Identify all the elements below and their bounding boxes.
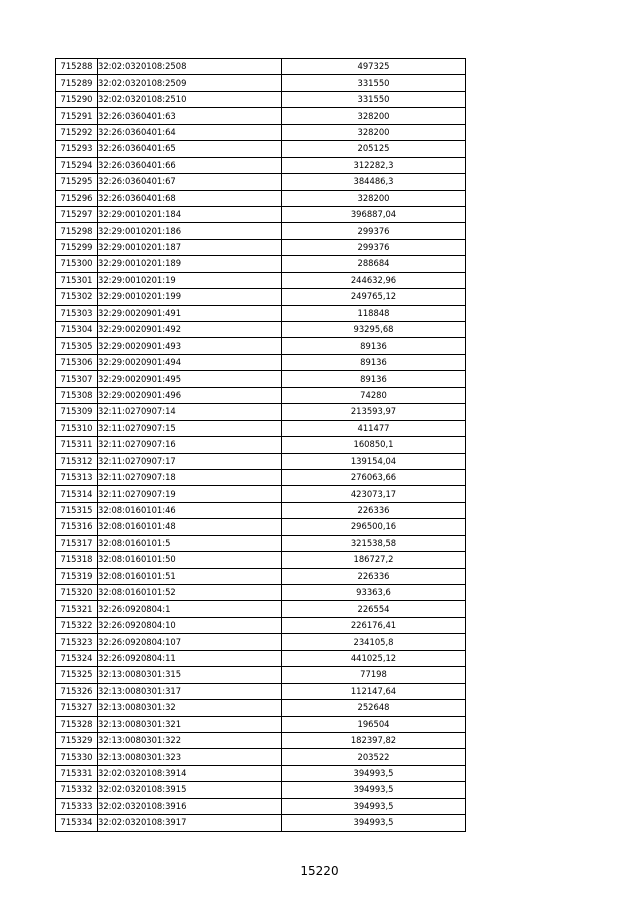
row-id-cell: 715314 (56, 486, 98, 502)
value-cell: 394993,5 (282, 765, 466, 781)
table-row (56, 371, 466, 387)
cadastral-number-cell: 32:26:0920804:10 (98, 617, 282, 633)
page-number: 15220 (300, 864, 339, 878)
table-row (56, 157, 466, 173)
row-id-cell: 715332 (56, 782, 98, 798)
value-cell: 497325 (282, 59, 466, 75)
table-row (56, 190, 466, 206)
table-row (56, 420, 466, 436)
value-cell: 226336 (282, 568, 466, 584)
table-row (56, 124, 466, 140)
row-id-cell: 715310 (56, 420, 98, 436)
cadastral-number-cell: 32:29:0020901:493 (98, 338, 282, 354)
cadastral-number-cell: 32:29:0010201:199 (98, 289, 282, 305)
row-id-cell: 715312 (56, 453, 98, 469)
row-id-cell: 715303 (56, 305, 98, 321)
value-cell: 118848 (282, 305, 466, 321)
value-cell: 296500,16 (282, 519, 466, 535)
cadastral-number-cell: 32:02:0320108:2508 (98, 59, 282, 75)
cadastral-number-cell: 32:13:0080301:315 (98, 667, 282, 683)
cadastral-number-cell: 32:26:0920804:1 (98, 601, 282, 617)
row-id-cell: 715306 (56, 354, 98, 370)
value-cell: 226176,41 (282, 617, 466, 633)
cadastral-number-cell: 32:29:0020901:496 (98, 387, 282, 403)
cadastral-number-cell: 32:13:0080301:32 (98, 700, 282, 716)
row-id-cell: 715315 (56, 502, 98, 518)
row-id-cell: 715302 (56, 289, 98, 305)
cadastral-number-cell: 32:29:0020901:494 (98, 354, 282, 370)
value-cell: 203522 (282, 749, 466, 765)
value-cell: 196504 (282, 716, 466, 732)
row-id-cell: 715320 (56, 585, 98, 601)
cadastral-number-cell: 32:29:0020901:491 (98, 305, 282, 321)
cadastral-number-cell: 32:02:0320108:2509 (98, 75, 282, 91)
cadastral-number-cell: 32:29:0010201:19 (98, 272, 282, 288)
value-cell: 205125 (282, 141, 466, 157)
row-id-cell: 715329 (56, 732, 98, 748)
table-row (56, 322, 466, 338)
row-id-cell: 715289 (56, 75, 98, 91)
cadastral-number-cell: 32:02:0320108:3916 (98, 798, 282, 814)
cadastral-number-cell: 32:11:0270907:17 (98, 453, 282, 469)
row-id-cell: 715296 (56, 190, 98, 206)
cadastral-number-cell: 32:11:0270907:14 (98, 404, 282, 420)
value-cell: 77198 (282, 667, 466, 683)
cadastral-number-cell: 32:02:0320108:3917 (98, 815, 282, 831)
cadastral-number-cell: 32:02:0320108:2510 (98, 91, 282, 107)
value-cell: 249765,12 (282, 289, 466, 305)
table-row (56, 387, 466, 403)
row-id-cell: 715293 (56, 141, 98, 157)
row-id-cell: 715292 (56, 124, 98, 140)
row-id-cell: 715290 (56, 91, 98, 107)
row-id-cell: 715326 (56, 683, 98, 699)
table-row (56, 469, 466, 485)
cadastral-number-cell: 32:13:0080301:317 (98, 683, 282, 699)
row-id-cell: 715319 (56, 568, 98, 584)
row-id-cell: 715300 (56, 256, 98, 272)
table-row (56, 815, 466, 831)
value-cell: 312282,3 (282, 157, 466, 173)
table-row (56, 749, 466, 765)
row-id-cell: 715317 (56, 535, 98, 551)
cadastral-number-cell: 32:02:0320108:3915 (98, 782, 282, 798)
table-row (56, 91, 466, 107)
table-row (56, 782, 466, 798)
value-cell: 112147,64 (282, 683, 466, 699)
table-row (56, 486, 466, 502)
cadastral-number-cell: 32:11:0270907:18 (98, 469, 282, 485)
value-cell: 423073,17 (282, 486, 466, 502)
value-cell: 252648 (282, 700, 466, 716)
value-cell: 299376 (282, 239, 466, 255)
value-cell: 89136 (282, 338, 466, 354)
cadastral-number-cell: 32:29:0010201:184 (98, 206, 282, 222)
value-cell: 234105,8 (282, 634, 466, 650)
value-cell: 411477 (282, 420, 466, 436)
cadastral-number-cell: 32:08:0160101:48 (98, 519, 282, 535)
row-id-cell: 715325 (56, 667, 98, 683)
value-cell: 441025,12 (282, 650, 466, 666)
cadastral-number-cell: 32:13:0080301:321 (98, 716, 282, 732)
cadastral-number-cell: 32:29:0010201:186 (98, 223, 282, 239)
cadastral-number-cell: 32:29:0020901:495 (98, 371, 282, 387)
table-row (56, 535, 466, 551)
table-row (56, 206, 466, 222)
table-row (56, 239, 466, 255)
row-id-cell: 715297 (56, 206, 98, 222)
cadastral-number-cell: 32:26:0360401:64 (98, 124, 282, 140)
row-id-cell: 715322 (56, 617, 98, 633)
value-cell: 226336 (282, 502, 466, 518)
cadastral-number-cell: 32:29:0020901:492 (98, 322, 282, 338)
cadastral-number-cell: 32:11:0270907:15 (98, 420, 282, 436)
value-cell: 74280 (282, 387, 466, 403)
value-cell: 328200 (282, 124, 466, 140)
table-row (56, 716, 466, 732)
table-row (56, 568, 466, 584)
value-cell: 394993,5 (282, 815, 466, 831)
cadastral-number-cell: 32:29:0010201:187 (98, 239, 282, 255)
row-id-cell: 715327 (56, 700, 98, 716)
cadastral-number-cell: 32:26:0360401:63 (98, 108, 282, 124)
value-cell: 384486,3 (282, 174, 466, 190)
table-row (56, 617, 466, 633)
value-cell: 89136 (282, 354, 466, 370)
value-cell: 394993,5 (282, 782, 466, 798)
row-id-cell: 715301 (56, 272, 98, 288)
row-id-cell: 715311 (56, 437, 98, 453)
cadastral-number-cell: 32:08:0160101:52 (98, 585, 282, 601)
table-row (56, 338, 466, 354)
cadastral-number-cell: 32:02:0320108:3914 (98, 765, 282, 781)
value-cell: 226554 (282, 601, 466, 617)
row-id-cell: 715288 (56, 59, 98, 75)
cadastral-number-cell: 32:11:0270907:16 (98, 437, 282, 453)
row-id-cell: 715308 (56, 387, 98, 403)
value-cell: 331550 (282, 75, 466, 91)
table-row (56, 59, 466, 75)
row-id-cell: 715333 (56, 798, 98, 814)
cadastral-number-cell: 32:08:0160101:51 (98, 568, 282, 584)
cadastral-number-cell: 32:26:0360401:68 (98, 190, 282, 206)
cadastral-number-cell: 32:11:0270907:19 (98, 486, 282, 502)
table-row (56, 700, 466, 716)
row-id-cell: 715323 (56, 634, 98, 650)
cadastral-number-cell: 32:26:0360401:66 (98, 157, 282, 173)
value-cell: 160850,1 (282, 437, 466, 453)
table-row (56, 272, 466, 288)
row-id-cell: 715298 (56, 223, 98, 239)
value-cell: 396887,04 (282, 206, 466, 222)
row-id-cell: 715305 (56, 338, 98, 354)
cadastral-number-cell: 32:26:0920804:11 (98, 650, 282, 666)
value-cell: 93295,68 (282, 322, 466, 338)
table-row (56, 634, 466, 650)
table-row (56, 354, 466, 370)
table-row (56, 256, 466, 272)
cadastral-number-cell: 32:13:0080301:322 (98, 732, 282, 748)
table-row (56, 174, 466, 190)
cadastral-number-cell: 32:26:0360401:65 (98, 141, 282, 157)
row-id-cell: 715291 (56, 108, 98, 124)
table-row (56, 502, 466, 518)
row-id-cell: 715304 (56, 322, 98, 338)
table-row (56, 437, 466, 453)
table-row (56, 305, 466, 321)
row-id-cell: 715324 (56, 650, 98, 666)
row-id-cell: 715309 (56, 404, 98, 420)
value-cell: 186727,2 (282, 552, 466, 568)
value-cell: 288684 (282, 256, 466, 272)
table-row (56, 683, 466, 699)
table-row (56, 108, 466, 124)
row-id-cell: 715318 (56, 552, 98, 568)
value-cell: 321538,58 (282, 535, 466, 551)
value-cell: 213593,97 (282, 404, 466, 420)
cadastral-number-cell: 32:29:0010201:189 (98, 256, 282, 272)
table-row (56, 601, 466, 617)
cadastral-number-cell: 32:26:0920804:107 (98, 634, 282, 650)
row-id-cell: 715334 (56, 815, 98, 831)
row-id-cell: 715321 (56, 601, 98, 617)
row-id-cell: 715295 (56, 174, 98, 190)
row-id-cell: 715294 (56, 157, 98, 173)
table-row (56, 650, 466, 666)
table-row (56, 141, 466, 157)
cadastral-number-cell: 32:26:0360401:67 (98, 174, 282, 190)
row-id-cell: 715307 (56, 371, 98, 387)
cadastral-number-cell: 32:08:0160101:46 (98, 502, 282, 518)
value-cell: 276063,66 (282, 469, 466, 485)
table-row (56, 75, 466, 91)
row-id-cell: 715299 (56, 239, 98, 255)
table-row (56, 798, 466, 814)
row-id-cell: 715313 (56, 469, 98, 485)
value-cell: 244632,96 (282, 272, 466, 288)
cadastral-number-cell: 32:08:0160101:5 (98, 535, 282, 551)
row-id-cell: 715331 (56, 765, 98, 781)
table-row (56, 223, 466, 239)
table-row (56, 453, 466, 469)
value-cell: 139154,04 (282, 453, 466, 469)
cadastral-number-cell: 32:08:0160101:50 (98, 552, 282, 568)
value-cell: 328200 (282, 108, 466, 124)
cadastral-value-table (55, 58, 466, 832)
value-cell: 93363,6 (282, 585, 466, 601)
table-row (56, 289, 466, 305)
value-cell: 89136 (282, 371, 466, 387)
value-cell: 299376 (282, 223, 466, 239)
table-row (56, 519, 466, 535)
table-body (56, 59, 466, 832)
table-row (56, 585, 466, 601)
value-cell: 394993,5 (282, 798, 466, 814)
cadastral-number-cell: 32:13:0080301:323 (98, 749, 282, 765)
row-id-cell: 715330 (56, 749, 98, 765)
table-row (56, 404, 466, 420)
value-cell: 331550 (282, 91, 466, 107)
value-cell: 328200 (282, 190, 466, 206)
table-row (56, 765, 466, 781)
value-cell: 182397,82 (282, 732, 466, 748)
table-row (56, 667, 466, 683)
row-id-cell: 715316 (56, 519, 98, 535)
table-row (56, 732, 466, 748)
row-id-cell: 715328 (56, 716, 98, 732)
table-row (56, 552, 466, 568)
